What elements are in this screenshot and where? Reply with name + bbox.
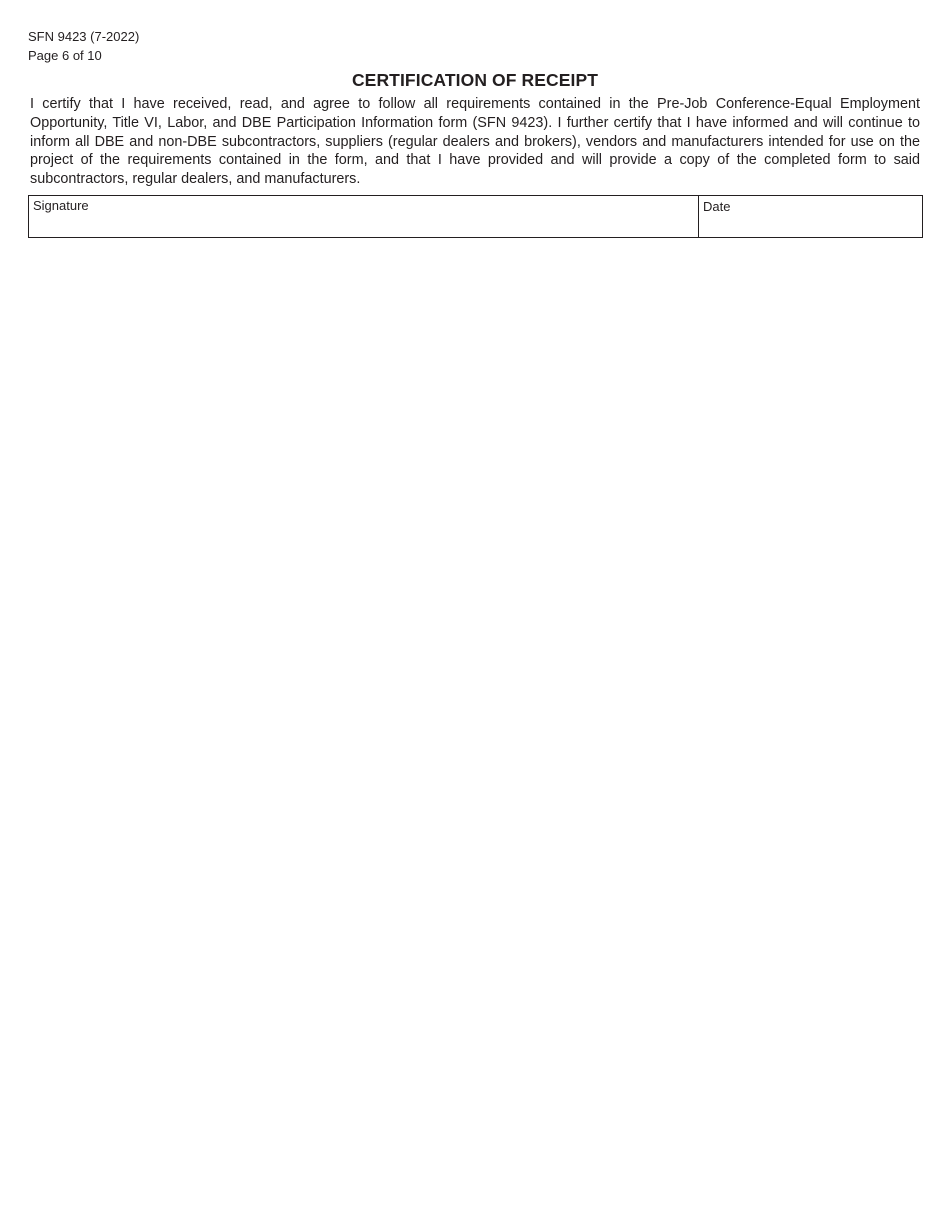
section-title: CERTIFICATION OF RECEIPT <box>351 70 599 90</box>
signature-field[interactable] <box>29 196 699 237</box>
signature-label: Signature <box>33 198 89 213</box>
page-number: Page 6 of 10 <box>28 48 102 63</box>
form-number: SFN 9423 (7-2022) <box>28 29 140 44</box>
signature-table <box>28 195 923 238</box>
form-header <box>28 27 139 65</box>
certification-statement: I certify that I have received, read, and agree to follow all requirements contained in the Pre-Job Conference-Equal Employment Opportunity, Title VI, Labor, and DBE Participation Information form (SFN 9423). I further certify that I have informed and will continue to inform all DBE and non-DBE subcontractors, suppliers (regular dealers and brokers), vendors and manufacturers intended for use on the project of the requirements contained in the form, and that I have provided and will provide a copy of the completed form to said subcontractors, regular dealers, and manufacturers. <box>30 96 920 188</box>
date-field[interactable] <box>699 196 922 237</box>
date-label: Date <box>703 199 731 214</box>
